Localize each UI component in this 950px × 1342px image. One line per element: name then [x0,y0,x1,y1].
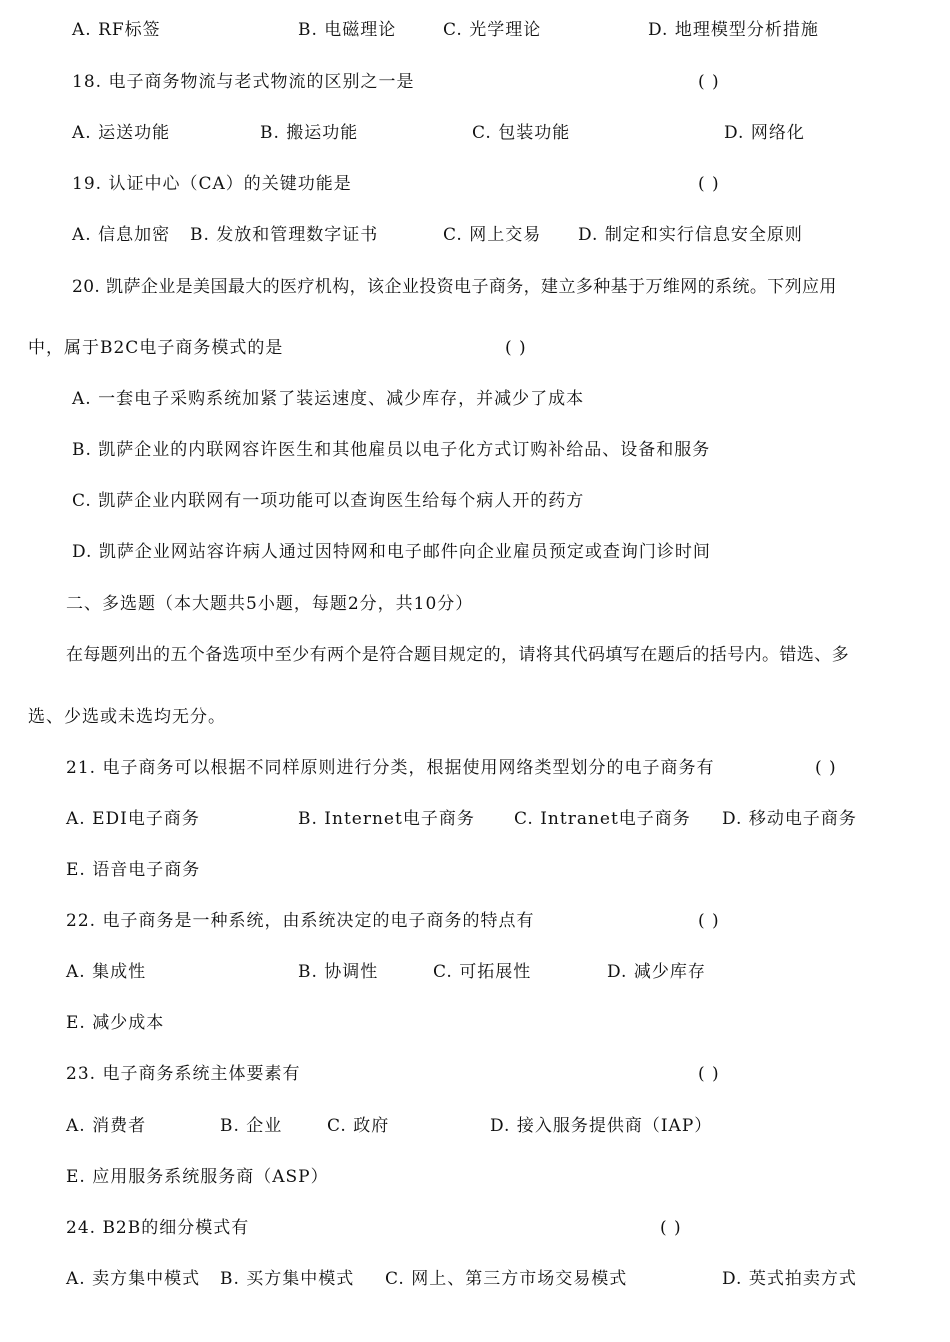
q23-option-d: D. 接入服务提供商（IAP） [490,1116,713,1136]
q24-option-c: C. 网上、第三方市场交易模式 [385,1269,628,1289]
q21-option-b: B. Internet电子商务 [298,809,475,829]
q23-option-b: B. 企业 [220,1116,283,1136]
q24-stem: 24. B2B的细分模式有 [66,1218,250,1238]
q23-stem: 23. 电子商务系统主体要素有 [66,1064,301,1084]
q20-option-b: B. 凯萨企业的内联网容许医生和其他雇员以电子化方式订购补给品、设备和服务 [72,440,711,460]
q24-option-d: D. 英式拍卖方式 [722,1269,857,1289]
q20-answer-paren: ( ) [505,338,527,358]
q18-option-c: C. 包装功能 [472,123,571,143]
q23-option-c: C. 政府 [327,1116,390,1136]
q22-option-b: B. 协调性 [298,962,379,982]
q17-option-b: B. 电磁理论 [298,20,397,40]
q17-option-a: A. RF标签 [72,20,161,40]
q21-option-c: C. Intranet电子商务 [514,809,691,829]
q19-answer-paren: ( ) [698,174,720,194]
q18-answer-paren: ( ) [698,72,720,92]
q20-option-d: D. 凯萨企业网站容许病人通过因特网和电子邮件向企业雇员预定或查询门诊时间 [72,542,711,562]
q22-option-a: A. 集成性 [66,962,147,982]
q21-option-a: A. EDI电子商务 [66,809,200,829]
q22-answer-paren: ( ) [698,911,720,931]
q19-option-c: C. 网上交易 [443,225,542,245]
q19-stem: 19. 认证中心（CA）的关键功能是 [72,174,352,194]
q21-answer-paren: ( ) [815,758,837,778]
q22-stem: 22. 电子商务是一种系统，由系统决定的电子商务的特点有 [66,911,535,931]
q23-option-e: E. 应用服务系统服务商（ASP） [66,1167,329,1187]
q19-option-d: D. 制定和实行信息安全原则 [578,225,803,245]
q18-stem: 18. 电子商务物流与老式物流的区别之一是 [72,72,415,92]
q24-option-a: A. 卖方集中模式 [66,1269,201,1289]
q24-option-b: B. 买方集中模式 [220,1269,355,1289]
q18-option-a: A. 运送功能 [72,123,171,143]
q18-option-b: B. 搬运功能 [260,123,359,143]
q21-stem: 21. 电子商务可以根据不同样原则进行分类，根据使用网络类型划分的电子商务有 [66,758,715,778]
q22-option-e: E. 减少成本 [66,1013,165,1033]
q22-option-d: D. 减少库存 [607,962,706,982]
q19-option-b: B. 发放和管理数字证书 [190,225,379,245]
q23-option-a: A. 消费者 [66,1116,147,1136]
q17-option-c: C. 光学理论 [443,20,542,40]
q20-option-c: C. 凯萨企业内联网有一项功能可以查询医生给每个病人开的药方 [72,491,585,511]
q23-answer-paren: ( ) [698,1064,720,1084]
q21-option-e: E. 语音电子商务 [66,860,201,880]
q20-stem-line2: 中，属于B2C电子商务模式的是 [28,338,284,358]
q22-option-c: C. 可拓展性 [433,962,532,982]
q19-option-a: A. 信息加密 [72,225,171,245]
section2-instructions-line1: 在每题列出的五个备选项中至少有两个是符合题目规定的，请将其代码填写在题后的括号内。错选、多 [66,645,849,665]
q20-stem-line1: 20. 凯萨企业是美国最大的医疗机构，该企业投资电子商务，建立多种基于万维网的系统。下列应用 [72,277,837,297]
q24-answer-paren: ( ) [660,1218,682,1238]
q20-option-a: A. 一套电子采购系统加紧了装运速度、减少库存，并减少了成本 [72,389,585,409]
q18-option-d: D. 网络化 [724,123,805,143]
section2-instructions-line2: 选、少选或未选均无分。 [28,707,226,727]
section2-heading: 二、多选题（本大题共5小题，每题2分，共10分） [66,594,474,614]
q21-option-d: D. 移动电子商务 [722,809,857,829]
q17-option-d: D. 地理模型分析措施 [648,20,819,40]
